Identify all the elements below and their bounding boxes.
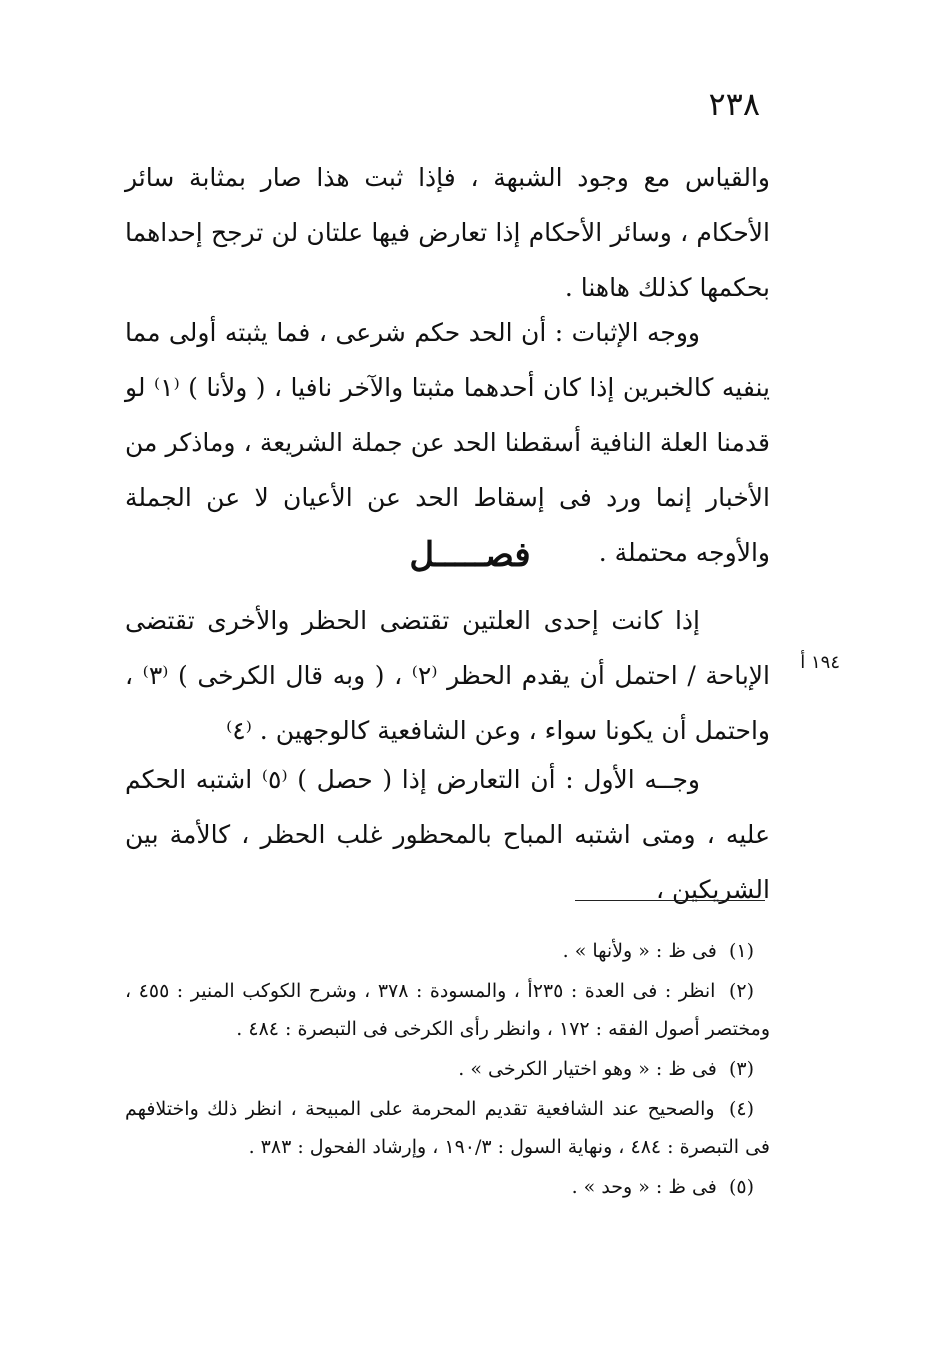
footnote-number: (٥) [728,1176,754,1198]
body-paragraph-3: إذا كانت إحدى العلتين تقتضى الحظر والأخرى تقتضى الإباحة / احتمل أن يقدم الحظر ⁽٢⁾ ، ( وبه قال الكرخى ) ⁽٣⁾ ، واحتمل أن يكونا سواء ، وعن الشافعية كالوجهين . ⁽٤⁾ [125,606,770,745]
footnote-text: فى ظ : « وهو اختيار الكرخى » . [458,1058,717,1080]
body-paragraph-2: ووجه الإثبات : أن الحد حكم شرعى ، فما يثبته أولى مما ينفيه كالخبرين إذا كان أحدهما مثبتا والآخر نافيا ، ( ولأنا ) ⁽١⁾ لو قدمنا العلة النافية أسقطنا الحد عن جملة الشريعة ، وماذكر من الأخبار إنما ورد فى إسقاط الحد عن الأعيان لا عن الجملة والأوجه محتملة . [125,318,770,567]
footnote-3 [125,1050,770,1088]
footnote-5 [125,1168,770,1206]
footnote-4 [125,1090,770,1166]
footnote-text: انظر : فى العدة : ٢٣٥أ ، والمسودة : ٣٧٨ ، وشرح الكوكب المنير : ٤٥٥ ، ومختصر أصول الفقه : ١٧٢ ، وانظر رأى الكرخى فى التبصرة : ٤٨٤ . [125,980,770,1040]
body-paragraph-1: والقياس مع وجود الشبهة ، فإذا ثبت هذا صار بمثابة سائر الأحكام ، وسائر الأحكام إذا تعارض فيها علتان لن ترجح إحداهما بحكمها كذلك هاهنا . [125,163,770,302]
body-paragraph-4: وجــه الأول : أن التعارض إذا ( حصل ) ⁽٥⁾ اشتبه الحكم عليه ، ومتى اشتبه المباح بالمحظور غلب الحظر ، كالأمة بين الشريكين ، [125,765,770,904]
footnote-1 [125,932,770,970]
section-heading: فصـــــل [409,535,531,575]
footnote-text: فى ظ : « وحد » . [571,1176,717,1198]
footnote-number: (١) [728,940,754,962]
footnote-number: (٤) [728,1098,754,1120]
footnote-2 [125,972,770,1048]
footnote-number: (٣) [728,1058,754,1080]
page-number: ٢٣٨ [708,85,760,123]
footnote-number: (٢) [728,980,755,1002]
manuscript-folio-note: ١٩٤ أ [800,652,840,673]
footnotes-section [125,932,770,1208]
footnote-text: فى ظ : « ولأنها » . [562,940,717,962]
footnote-divider [575,900,765,901]
footnote-text: والصحيح عند الشافعية تقديم المحرمة على المبيحة ، انظر ذلك واختلافهم فى التبصرة : ٤٨٤ ، ونهاية السول : ١٩٠/٣ ، وإرشاد الفحول : ٣٨٣ . [125,1098,770,1158]
